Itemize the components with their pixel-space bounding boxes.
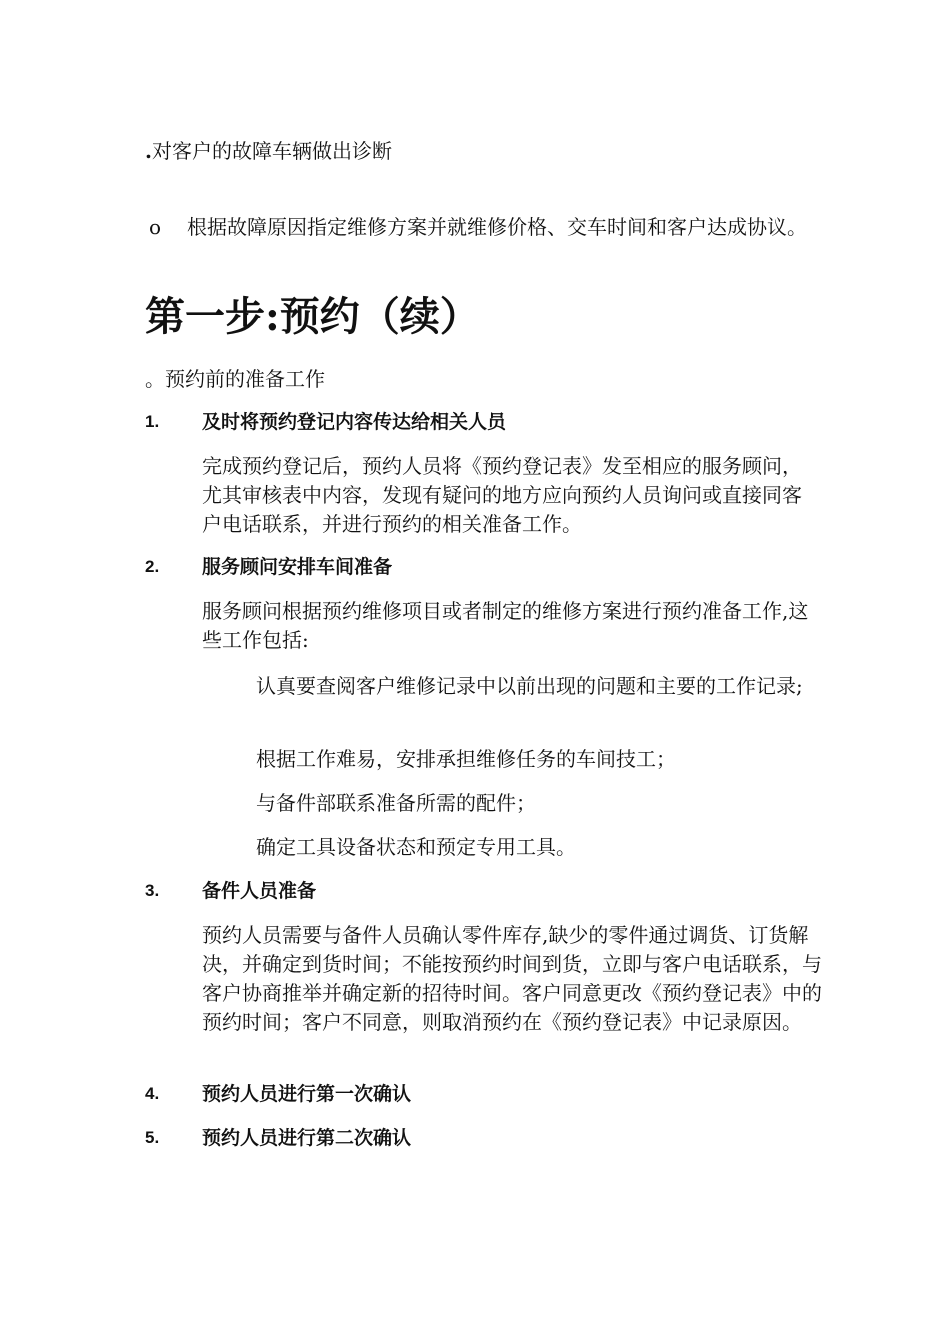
intro-agreement-paragraph [145,212,810,242]
circle-bullet-marker: o [149,215,162,239]
item-number: 4. [145,1084,160,1103]
item-number: 3. [145,881,160,900]
intro-diagnosis-line [145,136,825,166]
item-title: 及时将预约登记内容传达给相关人员 [202,411,507,433]
sub-item: 认真要查阅客户维修记录中以前出现的问题和主要的工作记录; [256,674,803,698]
item-title: 服务顾问安排车间准备 [202,556,393,578]
item-number: 5. [145,1128,160,1147]
item-number: 1. [145,412,160,431]
section-label: 。预约前的准备工作 [145,367,325,391]
bullet-marker: . [145,139,152,163]
sub-item: 确定工具设备状态和预定专用工具。 [256,835,576,859]
item-title: 预约人员进行第一次确认 [202,1083,412,1105]
intro-diagnosis-text: 对客户的故障车辆做出诊断 [151,139,392,163]
item-title: 备件人员准备 [202,880,317,902]
item-body: 服务顾问根据预约维修项目或者制定的维修方案进行预约准备工作,这些工作包括: [202,599,809,652]
item-body: 预约人员需要与备件人员确认零件库存,缺少的零件通过调货、订货解决，并确定到货时间；不能按预约时间到货，立即与客户电话联系，与客户协商推举并确定新的招待时间。客户同意更改《预约登记表》中的预约时间；客户不同意，则取消预约在《预约登记表》中记录原因。 [202,923,822,1034]
intro-agreement-text: 根据故障原因指定维修方案并就维修价格、交车时间和客户达成协议。 [187,215,807,239]
item-body: 完成预约登记后，预约人员将《预约登记表》发至相应的服务顾问，尤其审核表中内容，发现有疑问的地方应向预约人员询问或直接同客户电话联系，并进行预约的相关准备工作。 [202,454,802,536]
item-number: 2. [145,557,160,576]
sub-item: 根据工作难易，安排承担维修任务的车间技工； [256,747,676,771]
page-heading: 第一步:预约（续） [145,293,480,340]
item-title: 预约人员进行第二次确认 [202,1127,412,1149]
sub-item: 与备件部联系准备所需的配件； [256,791,536,815]
